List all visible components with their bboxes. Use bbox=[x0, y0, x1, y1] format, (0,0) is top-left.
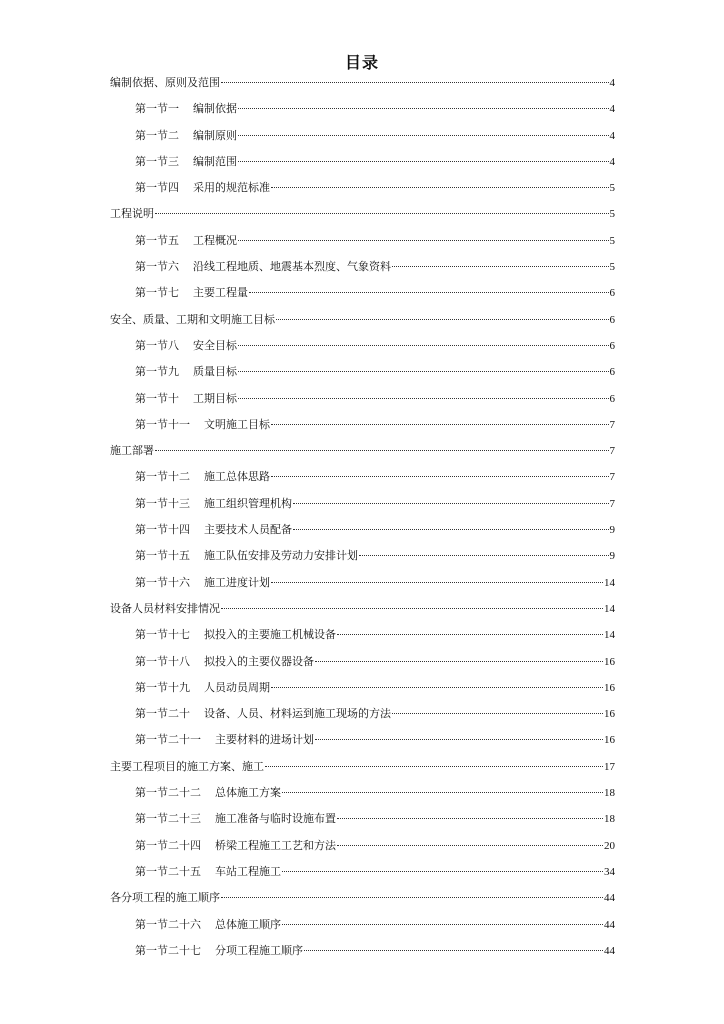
toc-dot-leader bbox=[392, 266, 609, 267]
toc-dot-leader bbox=[293, 503, 609, 504]
toc-section-entry[interactable] bbox=[110, 386, 615, 412]
toc-entry-number: 第一节十九 bbox=[135, 680, 190, 694]
toc-section-entry[interactable] bbox=[110, 675, 615, 701]
toc-section-entry[interactable] bbox=[110, 333, 615, 359]
toc-entry-text: 施工部署 bbox=[110, 444, 154, 458]
toc-dot-leader bbox=[282, 871, 603, 872]
toc-page-number: 4 bbox=[609, 129, 615, 142]
toc-page-number: 7 bbox=[609, 418, 615, 431]
toc-entry-number: 第一节二十四 bbox=[135, 838, 201, 852]
toc-entry-number: 第一节五 bbox=[135, 233, 179, 247]
toc-entry-text: 安全、质量、工期和文明施工目标 bbox=[110, 312, 275, 326]
toc-section-entry[interactable] bbox=[110, 859, 615, 885]
toc-dot-leader bbox=[315, 739, 603, 740]
toc-page-number: 7 bbox=[609, 497, 615, 510]
toc-page-number: 20 bbox=[604, 839, 615, 852]
toc-section-entry[interactable] bbox=[110, 123, 615, 149]
toc-page-number: 6 bbox=[609, 339, 615, 352]
toc-entry-number: 第一节十六 bbox=[135, 575, 190, 589]
toc-page-number: 5 bbox=[609, 208, 615, 221]
toc-page-number: 16 bbox=[604, 681, 615, 694]
toc-chapter-entry[interactable] bbox=[110, 438, 615, 464]
toc-entry-text: 人员动员周期 bbox=[204, 680, 270, 694]
toc-entry-number: 第一节二十五 bbox=[135, 864, 201, 878]
toc-page-number: 16 bbox=[604, 734, 615, 747]
toc-section-entry[interactable] bbox=[110, 938, 615, 964]
toc-entry-text: 工程概况 bbox=[193, 233, 237, 247]
toc-entry-text: 拟投入的主要施工机械设备 bbox=[204, 628, 336, 642]
toc-section-entry[interactable] bbox=[110, 570, 615, 596]
toc-entry-text: 编制依据 bbox=[193, 102, 237, 116]
toc-entry-text: 分项工程施工顺序 bbox=[215, 943, 303, 957]
toc-dot-leader bbox=[293, 529, 609, 530]
toc-page-number: 14 bbox=[604, 629, 615, 642]
toc-section-entry[interactable] bbox=[110, 280, 615, 306]
toc-dot-leader bbox=[265, 766, 603, 767]
toc-section-entry[interactable] bbox=[110, 149, 615, 175]
toc-page-number: 6 bbox=[609, 366, 615, 379]
toc-entry-text: 主要工程量 bbox=[193, 286, 248, 300]
toc-dot-leader bbox=[271, 582, 603, 583]
toc-dot-leader bbox=[238, 161, 609, 162]
toc-section-entry[interactable] bbox=[110, 412, 615, 438]
toc-dot-leader bbox=[271, 187, 609, 188]
toc-dot-leader bbox=[249, 292, 609, 293]
toc-dot-leader bbox=[238, 345, 609, 346]
toc-chapter-entry[interactable] bbox=[110, 596, 615, 622]
toc-page-number: 6 bbox=[609, 287, 615, 300]
toc-chapter-entry[interactable] bbox=[110, 885, 615, 911]
toc-entry-number: 第一节十 bbox=[135, 391, 179, 405]
toc-section-entry[interactable] bbox=[110, 228, 615, 254]
toc-entry-text: 采用的规范标准 bbox=[193, 181, 270, 195]
toc-entry-number: 第一节三 bbox=[135, 154, 179, 168]
toc-dot-leader bbox=[155, 213, 609, 214]
toc-entry-number: 第一节二十二 bbox=[135, 786, 201, 800]
toc-dot-leader bbox=[282, 924, 603, 925]
toc-entry-number: 第一节二十三 bbox=[135, 812, 201, 826]
toc-dot-leader bbox=[276, 319, 609, 320]
toc-page-number: 5 bbox=[609, 182, 615, 195]
toc-entry-number: 第一节十三 bbox=[135, 496, 190, 510]
toc-dot-leader bbox=[238, 240, 609, 241]
toc-page-number: 17 bbox=[604, 760, 615, 773]
toc-dot-leader bbox=[359, 555, 609, 556]
toc-page-number: 44 bbox=[604, 944, 615, 957]
toc-page-number: 14 bbox=[604, 602, 615, 615]
toc-dot-leader bbox=[304, 950, 603, 951]
toc-chapter-entry[interactable] bbox=[110, 70, 615, 96]
toc-page-number: 34 bbox=[604, 865, 615, 878]
toc-dot-leader bbox=[238, 135, 609, 136]
toc-page-number: 4 bbox=[609, 77, 615, 89]
toc-entry-text: 沿线工程地质、地震基本烈度、气象资料 bbox=[193, 260, 391, 274]
toc-section-entry[interactable] bbox=[110, 254, 615, 280]
toc-entry-number: 第一节一 bbox=[135, 102, 179, 116]
toc-dot-leader bbox=[271, 687, 603, 688]
toc-section-entry[interactable] bbox=[110, 491, 615, 517]
toc-section-entry[interactable] bbox=[110, 833, 615, 859]
toc-page-number: 7 bbox=[609, 471, 615, 484]
toc-entry-number: 第一节十八 bbox=[135, 654, 190, 668]
toc-entry-text: 施工准备与临时设施布置 bbox=[215, 812, 336, 826]
toc-page-number: 4 bbox=[609, 155, 615, 168]
toc-entry-text: 施工组织管理机构 bbox=[204, 496, 292, 510]
toc-chapter-entry[interactable] bbox=[110, 201, 615, 227]
toc-dot-leader bbox=[238, 371, 609, 372]
toc-page-number: 18 bbox=[604, 813, 615, 826]
toc-entry-number: 第一节二十 bbox=[135, 707, 190, 721]
toc-entry-text: 车站工程施工 bbox=[215, 864, 281, 878]
toc-section-entry[interactable] bbox=[110, 649, 615, 675]
toc-section-entry[interactable] bbox=[110, 175, 615, 201]
toc-entry-text: 编制范围 bbox=[193, 154, 237, 168]
toc-dot-leader bbox=[155, 450, 609, 451]
toc-dot-leader bbox=[238, 108, 609, 109]
toc-entry-number: 第一节六 bbox=[135, 260, 179, 274]
toc-entry-number: 第一节十一 bbox=[135, 417, 190, 431]
toc-entry-text: 编制原则 bbox=[193, 128, 237, 142]
toc-entry-number: 第一节十七 bbox=[135, 628, 190, 642]
toc-entry-text: 设备人员材料安排情况 bbox=[110, 601, 220, 615]
toc-page-number: 9 bbox=[609, 524, 615, 537]
toc-entry-text: 设备、人员、材料运到施工现场的方法 bbox=[204, 707, 391, 721]
toc-entry-text: 编制依据、原则及范围 bbox=[110, 76, 220, 89]
toc-section-entry[interactable] bbox=[110, 912, 615, 938]
toc-dot-leader bbox=[221, 82, 609, 83]
toc-section-entry[interactable] bbox=[110, 464, 615, 490]
toc-page-number: 16 bbox=[604, 655, 615, 668]
toc-entry-number: 第一节七 bbox=[135, 286, 179, 300]
toc-section-entry[interactable] bbox=[110, 517, 615, 543]
toc-dot-leader bbox=[221, 897, 603, 898]
toc-entry-text: 主要技术人员配备 bbox=[204, 523, 292, 537]
toc-entry-number: 第一节十五 bbox=[135, 549, 190, 563]
toc-entry-number: 第一节十四 bbox=[135, 523, 190, 537]
toc-entry-text: 各分项工程的施工顺序 bbox=[110, 891, 220, 905]
toc-page-number: 18 bbox=[604, 787, 615, 800]
toc-page-number: 6 bbox=[609, 392, 615, 405]
toc-page-number: 5 bbox=[609, 234, 615, 247]
toc-dot-leader bbox=[271, 424, 609, 425]
toc-entry-number: 第一节二十七 bbox=[135, 943, 201, 957]
toc-section-entry[interactable] bbox=[110, 701, 615, 727]
toc-dot-leader bbox=[337, 845, 603, 846]
toc-dot-leader bbox=[337, 634, 603, 635]
toc-dot-leader bbox=[282, 792, 603, 793]
toc-entry-text: 主要工程项目的施工方案、施工 bbox=[110, 759, 264, 773]
toc-dot-leader bbox=[392, 713, 603, 714]
toc-entry-number: 第一节九 bbox=[135, 365, 179, 379]
toc-entry-text: 工期目标 bbox=[193, 391, 237, 405]
toc-dot-leader bbox=[315, 661, 603, 662]
toc-page-number: 6 bbox=[609, 313, 615, 326]
toc-page-number: 44 bbox=[604, 892, 615, 905]
toc-page-number: 44 bbox=[604, 918, 615, 931]
toc-section-entry[interactable] bbox=[110, 359, 615, 385]
toc-chapter-entry[interactable] bbox=[110, 307, 615, 333]
toc-page-number: 16 bbox=[604, 708, 615, 721]
toc-section-entry[interactable] bbox=[110, 780, 615, 806]
toc-section-entry[interactable] bbox=[110, 727, 615, 753]
toc-entry-text: 主要材料的进场计划 bbox=[215, 733, 314, 747]
toc-entry-number: 第一节四 bbox=[135, 181, 179, 195]
toc-entry-text: 质量目标 bbox=[193, 365, 237, 379]
toc-entry-text: 安全目标 bbox=[193, 338, 237, 352]
toc-section-entry[interactable] bbox=[110, 543, 615, 569]
toc-section-entry[interactable] bbox=[110, 806, 615, 832]
toc-entry-text: 总体施工方案 bbox=[215, 786, 281, 800]
toc-entry-number: 第一节十二 bbox=[135, 470, 190, 484]
toc-entry-text: 工程说明 bbox=[110, 207, 154, 221]
toc-entry-text: 施工总体思路 bbox=[204, 470, 270, 484]
toc-section-entry[interactable] bbox=[110, 96, 615, 122]
toc-chapter-entry[interactable] bbox=[110, 754, 615, 780]
toc-page-number: 5 bbox=[609, 261, 615, 274]
toc-entry-text: 施工队伍安排及劳动力安排计划 bbox=[204, 549, 358, 563]
toc-page-number: 4 bbox=[609, 103, 615, 116]
toc-entry-text: 桥梁工程施工工艺和方法 bbox=[215, 838, 336, 852]
toc-entry-number: 第一节二十一 bbox=[135, 733, 201, 747]
toc-dot-leader bbox=[271, 476, 609, 477]
toc-entry-number: 第一节二十六 bbox=[135, 917, 201, 931]
toc-page-number: 7 bbox=[609, 445, 615, 458]
toc-dot-leader bbox=[221, 608, 603, 609]
toc-entry-text: 施工进度计划 bbox=[204, 575, 270, 589]
toc-page-number: 14 bbox=[604, 576, 615, 589]
toc-entry-text: 文明施工目标 bbox=[204, 417, 270, 431]
toc-entry-number: 第一节八 bbox=[135, 338, 179, 352]
toc-title: 目录 bbox=[344, 53, 379, 72]
toc-dot-leader bbox=[238, 398, 609, 399]
toc-entry-text: 拟投入的主要仪器设备 bbox=[204, 654, 314, 668]
toc-entry-number: 第一节二 bbox=[135, 128, 179, 142]
table-of-contents bbox=[110, 70, 615, 964]
toc-section-entry[interactable] bbox=[110, 622, 615, 648]
toc-entry-text: 总体施工顺序 bbox=[215, 917, 281, 931]
toc-dot-leader bbox=[337, 818, 603, 819]
toc-page-number: 9 bbox=[609, 550, 615, 563]
